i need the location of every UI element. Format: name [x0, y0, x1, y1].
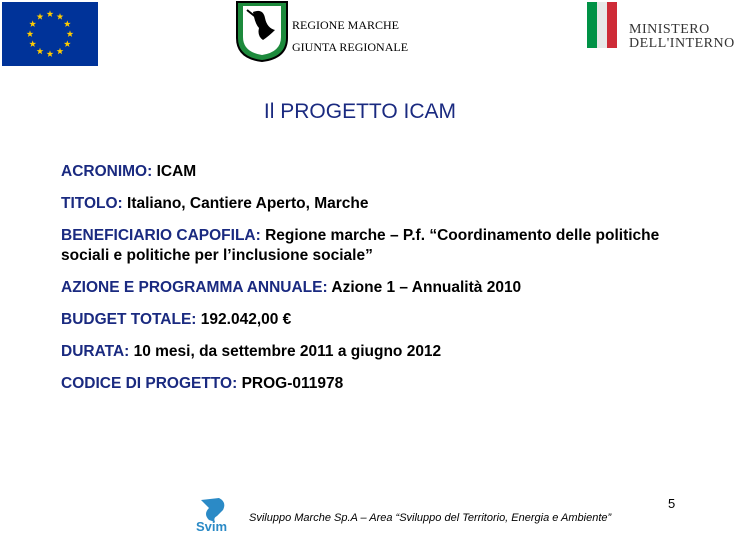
detail-value: Azione 1 – Annualità 2010 [327, 279, 522, 296]
ministero-interno-logo [585, 2, 735, 52]
detail-label: BENEFICIARIO CAPOFILA: [61, 227, 261, 244]
detail-lead-beneficiary [61, 226, 701, 266]
page-title: Il PROGETTO ICAM [263, 100, 457, 123]
detail-project-code [61, 374, 701, 394]
detail-label: CODICE DI PROGETTO: [61, 375, 238, 392]
eu-flag-logo [2, 2, 98, 66]
detail-title [61, 194, 701, 214]
detail-value: Italiano, Cantiere Aperto, Marche [122, 195, 369, 212]
detail-value: 10 mesi, da settembre 2011 a giugno 2012 [129, 343, 442, 360]
flag-red-stripe [607, 2, 617, 48]
detail-duration [61, 342, 701, 362]
ministero-line2: DELL'INTERNO [629, 36, 735, 51]
flag-green-stripe [587, 2, 597, 48]
project-details [61, 162, 701, 406]
detail-acronym [61, 162, 701, 182]
detail-label: ACRONIMO: [61, 163, 153, 180]
detail-value: PROG-011978 [237, 375, 344, 392]
page-number: 5 [668, 496, 676, 511]
region-name: REGIONE MARCHE [292, 18, 399, 32]
footer-text: Sviluppo Marche Sp.A – Area “Sviluppo del Territorio, Energia e Ambiente” [249, 512, 612, 524]
detail-value: 192.042,00 € [196, 311, 292, 328]
detail-value: ICAM [152, 163, 197, 180]
regione-marche-logo [235, 0, 289, 62]
detail-action-programme [61, 278, 701, 298]
detail-label: DURATA: [61, 343, 130, 360]
flag-white-stripe [597, 2, 607, 48]
detail-label: AZIONE E PROGRAMMA ANNUALE: [61, 279, 328, 296]
ministero-line1: MINISTERO [629, 22, 710, 37]
detail-label: BUDGET TOTALE: [61, 311, 197, 328]
detail-label: TITOLO: [61, 195, 123, 212]
detail-budget [61, 310, 701, 330]
svim-logo-text: Svim [196, 519, 228, 534]
detail-value: Regione marche – P.f. “Coordinamento delle politiche sociali e politiche per l’inclusione sociale” [61, 227, 660, 264]
region-council: GIUNTA REGIONALE [292, 40, 409, 54]
